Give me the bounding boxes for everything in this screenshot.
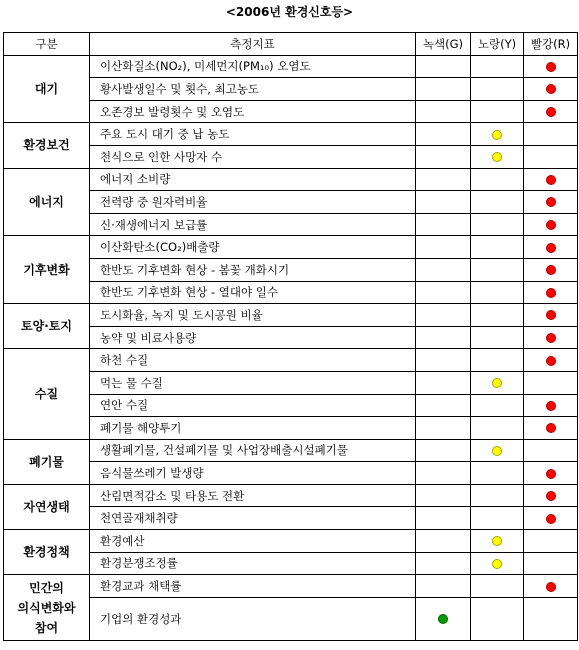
table-row (4, 371, 578, 394)
table-row (4, 236, 578, 259)
indicator-cell: 천식으로 인한 사망자 수 (90, 145, 416, 168)
indicator-cell: 기업의 환경성과 (90, 597, 416, 640)
indicator-cell: 폐기물 해양투기 (90, 417, 416, 440)
table-row (4, 191, 578, 214)
green-signal-cell (416, 326, 471, 349)
red-signal-cell (524, 326, 578, 349)
yellow-signal-dot (492, 152, 502, 162)
table-row (4, 394, 578, 417)
yellow-signal-cell (471, 123, 524, 146)
red-signal-cell (524, 530, 578, 553)
red-signal-cell (524, 78, 578, 101)
indicator-cell: 연안 수질 (90, 394, 416, 417)
red-signal-dot (546, 423, 556, 433)
header-category: 구분 (4, 33, 90, 56)
yellow-signal-cell (471, 213, 524, 236)
yellow-signal-cell (471, 552, 524, 575)
indicator-cell: 에너지 소비량 (90, 168, 416, 191)
yellow-signal-dot (492, 536, 502, 546)
green-signal-cell (416, 236, 471, 259)
red-signal-dot (546, 582, 556, 592)
red-signal-cell (524, 236, 578, 259)
red-signal-dot (546, 197, 556, 207)
green-signal-cell (416, 462, 471, 485)
table-row (4, 145, 578, 168)
indicator-cell: 먹는 물 수질 (90, 371, 416, 394)
green-signal-cell (416, 575, 471, 598)
indicator-cell: 환경분쟁조정률 (90, 552, 416, 575)
red-signal-dot (546, 265, 556, 275)
red-signal-dot (546, 84, 556, 94)
green-signal-cell (416, 123, 471, 146)
red-signal-cell (524, 55, 578, 78)
green-signal-cell (416, 417, 471, 440)
indicator-cell: 한반도 기후변화 현상 - 봄꽃 개화시기 (90, 258, 416, 281)
header-green: 녹색(G) (416, 33, 471, 56)
red-signal-cell (524, 123, 578, 146)
yellow-signal-cell (471, 236, 524, 259)
indicator-cell: 환경교과 채택률 (90, 575, 416, 598)
category-cell: 대기 (4, 55, 90, 123)
indicator-cell: 오존경보 발령횟수 및 오염도 (90, 100, 416, 123)
table-row (4, 575, 578, 598)
table-row (4, 168, 578, 191)
green-signal-cell (416, 597, 471, 640)
green-signal-cell (416, 281, 471, 304)
red-signal-dot (546, 333, 556, 343)
green-signal-cell (416, 552, 471, 575)
red-signal-cell (524, 439, 578, 462)
red-signal-dot (546, 310, 556, 320)
yellow-signal-cell (471, 394, 524, 417)
table-row (4, 78, 578, 101)
red-signal-cell (524, 191, 578, 214)
table-row (4, 55, 578, 78)
green-signal-cell (416, 371, 471, 394)
green-signal-cell (416, 507, 471, 530)
green-signal-cell (416, 304, 471, 327)
category-cell: 토양·토지 (4, 304, 90, 349)
red-signal-cell (524, 213, 578, 236)
red-signal-dot (546, 401, 556, 411)
table-row (4, 552, 578, 575)
red-signal-cell (524, 371, 578, 394)
indicator-cell: 도시화율, 녹지 및 도시공원 비율 (90, 304, 416, 327)
table-row (4, 597, 578, 640)
indicator-cell: 천연골재채취량 (90, 507, 416, 530)
yellow-signal-cell (471, 100, 524, 123)
red-signal-dot (546, 107, 556, 117)
red-signal-cell (524, 462, 578, 485)
red-signal-dot (546, 220, 556, 230)
yellow-signal-dot (492, 378, 502, 388)
green-signal-cell (416, 191, 471, 214)
red-signal-dot (546, 356, 556, 366)
category-cell: 기후변화 (4, 236, 90, 304)
table-row (4, 507, 578, 530)
header-red: 빨강(R) (524, 33, 578, 56)
red-signal-dot (546, 491, 556, 501)
green-signal-cell (416, 78, 471, 101)
table-row (4, 258, 578, 281)
category-cell: 에너지 (4, 168, 90, 236)
category-cell: 민간의 의식변화와 참여 (4, 575, 90, 641)
red-signal-cell (524, 304, 578, 327)
yellow-signal-cell (471, 78, 524, 101)
category-cell: 자연생태 (4, 484, 90, 529)
red-signal-cell (524, 575, 578, 598)
category-cell: 환경정책 (4, 530, 90, 575)
green-signal-cell (416, 100, 471, 123)
table-row (4, 123, 578, 146)
yellow-signal-cell (471, 55, 524, 78)
table-row (4, 100, 578, 123)
green-signal-cell (416, 394, 471, 417)
indicator-cell: 하천 수질 (90, 349, 416, 372)
green-signal-cell (416, 349, 471, 372)
table-row (4, 281, 578, 304)
table-row (4, 439, 578, 462)
red-signal-cell (524, 597, 578, 640)
table-body (4, 55, 578, 640)
yellow-signal-cell (471, 371, 524, 394)
table-row (4, 417, 578, 440)
red-signal-dot (546, 514, 556, 524)
indicator-cell: 황사발생일수 및 횟수, 최고농도 (90, 78, 416, 101)
yellow-signal-cell (471, 597, 524, 640)
green-signal-cell (416, 484, 471, 507)
indicator-cell: 주요 도시 대기 중 납 농도 (90, 123, 416, 146)
red-signal-dot (546, 175, 556, 185)
indicator-cell: 이산화탄소(CO₂)배출량 (90, 236, 416, 259)
page-title: <2006년 환경신호등> (225, 5, 354, 19)
category-cell: 환경보건 (4, 123, 90, 168)
green-signal-cell (416, 439, 471, 462)
indicator-cell: 한반도 기후변화 현상 - 열대야 일수 (90, 281, 416, 304)
category-cell: 수질 (4, 349, 90, 439)
header-yellow: 노랑(Y) (471, 33, 524, 56)
red-signal-dot (546, 62, 556, 72)
red-signal-cell (524, 281, 578, 304)
environment-signal-table (3, 32, 578, 641)
indicator-cell: 이산화질소(NO₂), 미세먼지(PM₁₀) 오염도 (90, 55, 416, 78)
green-signal-dot (438, 614, 448, 624)
green-signal-cell (416, 258, 471, 281)
table-row (4, 304, 578, 327)
indicator-cell: 음식물쓰레기 발생량 (90, 462, 416, 485)
red-signal-cell (524, 258, 578, 281)
red-signal-cell (524, 552, 578, 575)
red-signal-cell (524, 394, 578, 417)
category-cell: 폐기물 (4, 439, 90, 484)
red-signal-cell (524, 507, 578, 530)
table-row (4, 326, 578, 349)
table-row (4, 530, 578, 553)
red-signal-dot (546, 288, 556, 298)
header-indicator: 측정지표 (90, 33, 416, 56)
red-signal-cell (524, 100, 578, 123)
red-signal-dot (546, 469, 556, 479)
red-signal-cell (524, 349, 578, 372)
yellow-signal-cell (471, 417, 524, 440)
indicator-cell: 산림면적감소 및 타용도 전환 (90, 484, 416, 507)
indicator-cell: 신·재생에너지 보급률 (90, 213, 416, 236)
yellow-signal-cell (471, 462, 524, 485)
yellow-signal-cell (471, 281, 524, 304)
table-row (4, 349, 578, 372)
yellow-signal-cell (471, 484, 524, 507)
green-signal-cell (416, 530, 471, 553)
indicator-cell: 전력량 중 원자력비율 (90, 191, 416, 214)
red-signal-dot (546, 243, 556, 253)
yellow-signal-cell (471, 191, 524, 214)
table-row (4, 462, 578, 485)
yellow-signal-cell (471, 439, 524, 462)
table-row (4, 484, 578, 507)
green-signal-cell (416, 55, 471, 78)
yellow-signal-dot (492, 559, 502, 569)
red-signal-cell (524, 168, 578, 191)
header-row (4, 33, 578, 56)
green-signal-cell (416, 168, 471, 191)
red-signal-cell (524, 484, 578, 507)
yellow-signal-cell (471, 507, 524, 530)
yellow-signal-dot (492, 446, 502, 456)
yellow-signal-cell (471, 575, 524, 598)
red-signal-cell (524, 145, 578, 168)
green-signal-cell (416, 213, 471, 236)
yellow-signal-cell (471, 349, 524, 372)
yellow-signal-cell (471, 258, 524, 281)
yellow-signal-cell (471, 530, 524, 553)
red-signal-cell (524, 417, 578, 440)
indicator-cell: 농약 및 비료사용량 (90, 326, 416, 349)
yellow-signal-cell (471, 168, 524, 191)
green-signal-cell (416, 145, 471, 168)
yellow-signal-dot (492, 130, 502, 140)
table-row (4, 213, 578, 236)
yellow-signal-cell (471, 326, 524, 349)
indicator-cell: 생활폐기물, 건설폐기물 및 사업장배출시설폐기물 (90, 439, 416, 462)
yellow-signal-cell (471, 145, 524, 168)
yellow-signal-cell (471, 304, 524, 327)
indicator-cell: 환경예산 (90, 530, 416, 553)
